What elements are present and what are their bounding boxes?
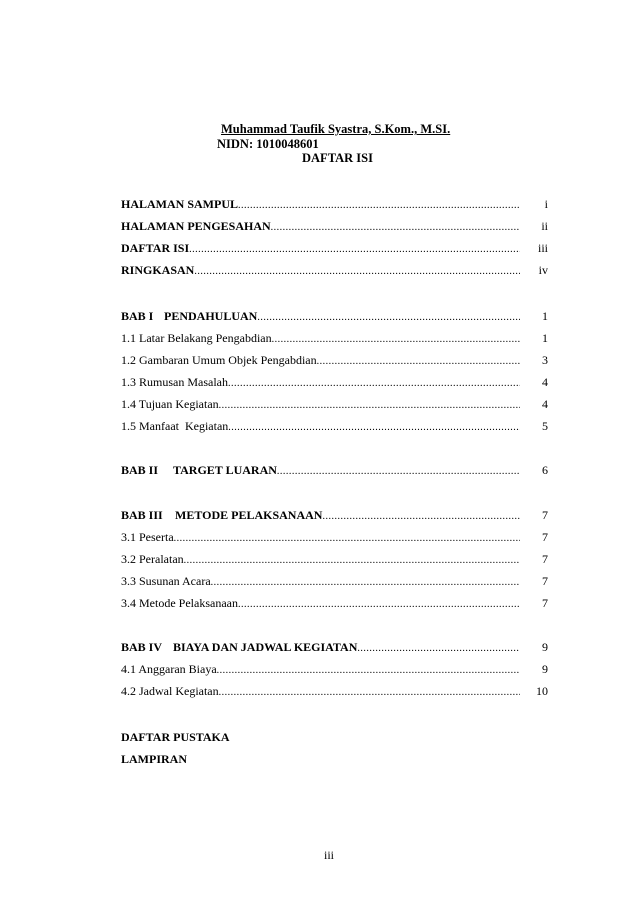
toc-entry-4-2 [121,683,548,699]
toc-entry-daftar-pustaka: DAFTAR PUSTAKA [121,730,230,744]
toc-entry-page: i [544,197,548,211]
toc-dot-leader [277,464,520,480]
toc-entry-1-1 [121,330,548,346]
toc-dot-leader [219,398,520,414]
toc-entry-1-5 [121,418,548,434]
toc-entry-label: DAFTAR ISI [121,241,190,255]
toc-entry-page: 9 [542,640,548,654]
toc-entry-label: 4.1 Anggaran Biaya [121,662,217,676]
toc-entry-page: 10 [536,684,548,698]
author-nidn: NIDN: 1010048601 [217,137,319,151]
toc-dot-leader [217,663,520,679]
toc-entry-page: ii [541,219,548,233]
toc-dot-leader [257,310,520,326]
toc-entry-label: HALAMAN PENGESAHAN [121,219,271,233]
toc-entry-page: 1 [542,331,548,345]
toc-entry-page: 4 [542,397,548,411]
toc-entry-label: 1.2 Gambaran Umum Objek Pengabdian [121,353,317,367]
chapter-title: PENDAHULUAN [164,309,258,323]
toc-entry-halaman-sampul [121,196,548,212]
toc-entry-label: 3.3 Susunan Acara [121,574,211,588]
toc-entry-label: 3.1 Peserta [121,530,174,544]
toc-chapter-label [121,308,257,324]
toc-dot-leader [272,332,520,348]
toc-entry-ringkasan [121,262,548,278]
toc-entry-3-4 [121,595,548,611]
toc-entry-3-2 [121,551,548,567]
toc-entry-label: 1.3 Rumusan Masalah [121,375,228,389]
toc-entry-label: 1.1 Latar Belakang Pengabdian [121,331,272,345]
toc-entry-label: 4.2 Jadwal Kegiatan [121,684,219,698]
toc-dot-leader [219,685,520,701]
toc-entry-page: 7 [542,552,548,566]
toc-entry-page: 9 [542,662,548,676]
toc-entry-page: iv [538,263,548,277]
chapter-number: BAB II [121,463,159,477]
toc-chapter-label [121,639,357,655]
chapter-number: BAB I [121,309,154,323]
toc-chapter-label [121,462,277,478]
toc-entry-1-4 [121,396,548,412]
toc-dot-leader [317,354,520,370]
chapter-number: BAB III [121,508,163,522]
toc-entry-1-2 [121,352,548,368]
toc-entry-halaman-pengesahan [121,218,548,234]
toc-dot-leader [184,553,520,569]
toc-dot-leader [189,242,520,258]
toc-entry-label: 3.4 Metode Pelaksanaan [121,596,238,610]
toc-dot-leader [174,531,520,547]
toc-entry-page: 7 [542,596,548,610]
toc-entry-page: 7 [542,530,548,544]
toc-entry-3-3 [121,573,548,589]
toc-dot-leader [271,220,520,236]
toc-chapter-bab-1 [121,308,548,324]
toc-entry-lampiran: LAMPIRAN [121,752,187,766]
toc-entry-page: 3 [542,353,548,367]
author-name: Muhammad Taufik Syastra, S.Kom., M.SI. [221,122,451,136]
toc-dot-leader [238,198,520,214]
toc-entry-page: 1 [542,309,548,323]
toc-dot-leader [357,641,520,657]
toc-entry-page: 7 [542,508,548,522]
toc-entry-page: 5 [542,419,548,433]
chapter-title: BIAYA DAN JADWAL KEGIATAN [173,640,358,654]
toc-chapter-label [121,507,322,523]
toc-entry-label: 1.4 Tujuan Kegiatan [121,397,219,411]
toc-entry-label: 3.2 Peralatan [121,552,184,566]
chapter-number: BAB IV [121,640,163,654]
toc-chapter-bab-2 [121,462,548,478]
toc-entry-page: 6 [542,463,548,477]
toc-entry-daftar-isi [121,240,548,256]
toc-dot-leader [228,420,520,436]
toc-entry-label: 1.5 Manfaat Kegiatan [121,419,229,433]
toc-entry-page: iii [537,241,548,255]
page-title: DAFTAR ISI [302,151,373,165]
toc-chapter-bab-3 [121,507,548,523]
toc-entry-label: HALAMAN SAMPUL [121,197,238,211]
toc-chapter-bab-4 [121,639,548,655]
toc-dot-leader [238,597,520,613]
toc-entry-label: RINGKASAN [121,263,195,277]
chapter-title: METODE PELAKSANAAN [175,508,323,522]
toc-dot-leader [211,575,520,591]
toc-entry-3-1 [121,529,548,545]
toc-dot-leader [322,509,520,525]
toc-entry-4-1 [121,661,548,677]
toc-entry-1-3 [121,374,548,390]
toc-dot-leader [194,264,520,280]
toc-entry-page: 7 [542,574,548,588]
page-number: iii [323,848,334,862]
chapter-title: TARGET LUARAN [173,463,277,477]
toc-dot-leader [228,376,520,392]
toc-entry-page: 4 [542,375,548,389]
